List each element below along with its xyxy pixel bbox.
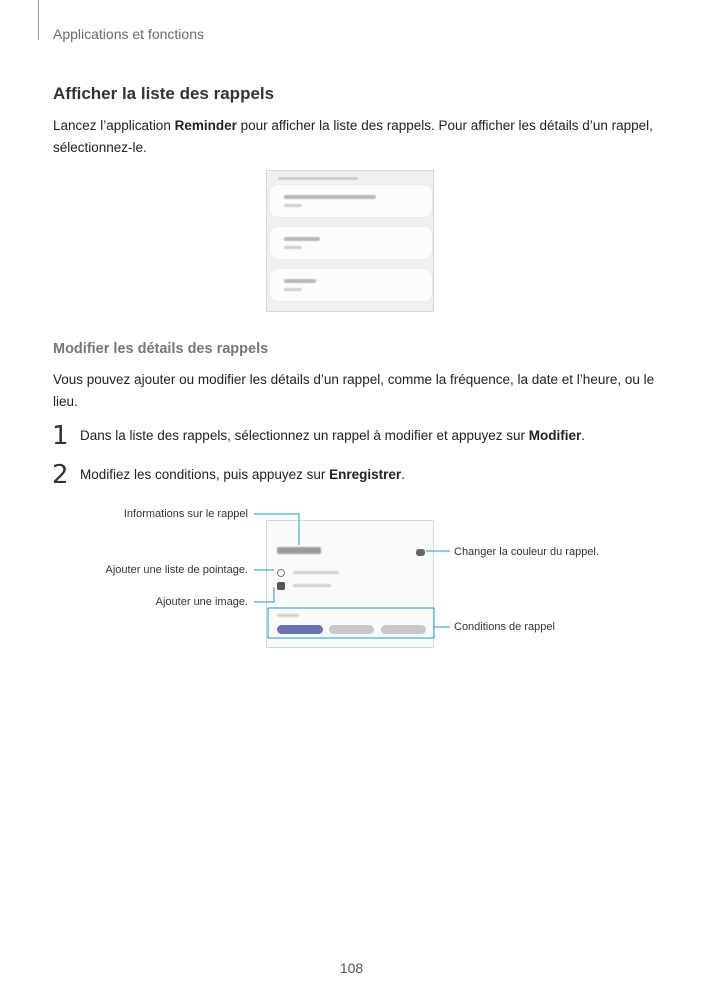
callout-info: Informations sur le rappel	[123, 508, 248, 520]
section-title-edit: Modifier les détails des rappels	[53, 341, 269, 357]
condition-place-pill	[329, 625, 374, 634]
callout-conditions: Conditions de rappel	[454, 621, 555, 633]
screenshot-caption-placeholder	[278, 177, 358, 180]
step-text	[80, 426, 585, 446]
reminder-title-placeholder	[277, 547, 321, 554]
running-header: Applications et fonctions	[53, 26, 204, 42]
step-keyword: Enregistrer	[329, 467, 402, 482]
intro-text-after: pour afficher la liste des rappels. Pour afficher les détails d’un rappel, sélectionnez-le.	[53, 118, 653, 155]
step-text-before: Dans la liste des rappels, sélectionnez un rappel à modifier et appuyez sur	[80, 428, 529, 443]
checklist-placeholder	[293, 571, 339, 574]
step-text	[80, 465, 405, 485]
step-text-after: .	[401, 467, 405, 482]
intro-text-before: Lancez l’application	[53, 118, 175, 133]
edit-reminder-screenshot	[266, 520, 434, 648]
callout-checklist: Ajouter une liste de pointage.	[105, 564, 248, 576]
reminder-card	[270, 227, 432, 259]
palette-icon	[416, 549, 425, 556]
step-keyword: Modifier	[528, 428, 582, 443]
image-icon	[277, 582, 285, 590]
step-text-after: .	[581, 428, 586, 443]
app-name: Reminder	[174, 118, 237, 133]
condition-none-pill	[381, 625, 426, 634]
step-number: 2	[52, 460, 69, 490]
page-number: 108	[339, 960, 364, 976]
condition-time-pill	[277, 625, 323, 634]
conditions-label-placeholder	[277, 614, 299, 617]
checklist-icon	[277, 569, 285, 577]
header-rule	[38, 0, 39, 40]
step-text-before: Modifiez les conditions, puis appuyez sur	[80, 467, 330, 482]
section-intro-edit: Vous pouvez ajouter ou modifier les détails d’un rappel, comme la fréquence, la date et l’heure, ou le lieu.	[53, 372, 655, 409]
reminder-card	[270, 269, 432, 301]
callout-image: Ajouter une image.	[155, 596, 248, 608]
reminder-card	[270, 185, 432, 217]
image-placeholder	[293, 584, 331, 587]
callout-color: Changer la couleur du rappel.	[454, 546, 599, 558]
section-title-list: Afficher la liste des rappels	[53, 84, 275, 103]
section-intro-list	[53, 115, 653, 159]
step-number: 1	[52, 421, 69, 451]
reminder-list-screenshot	[266, 170, 434, 312]
